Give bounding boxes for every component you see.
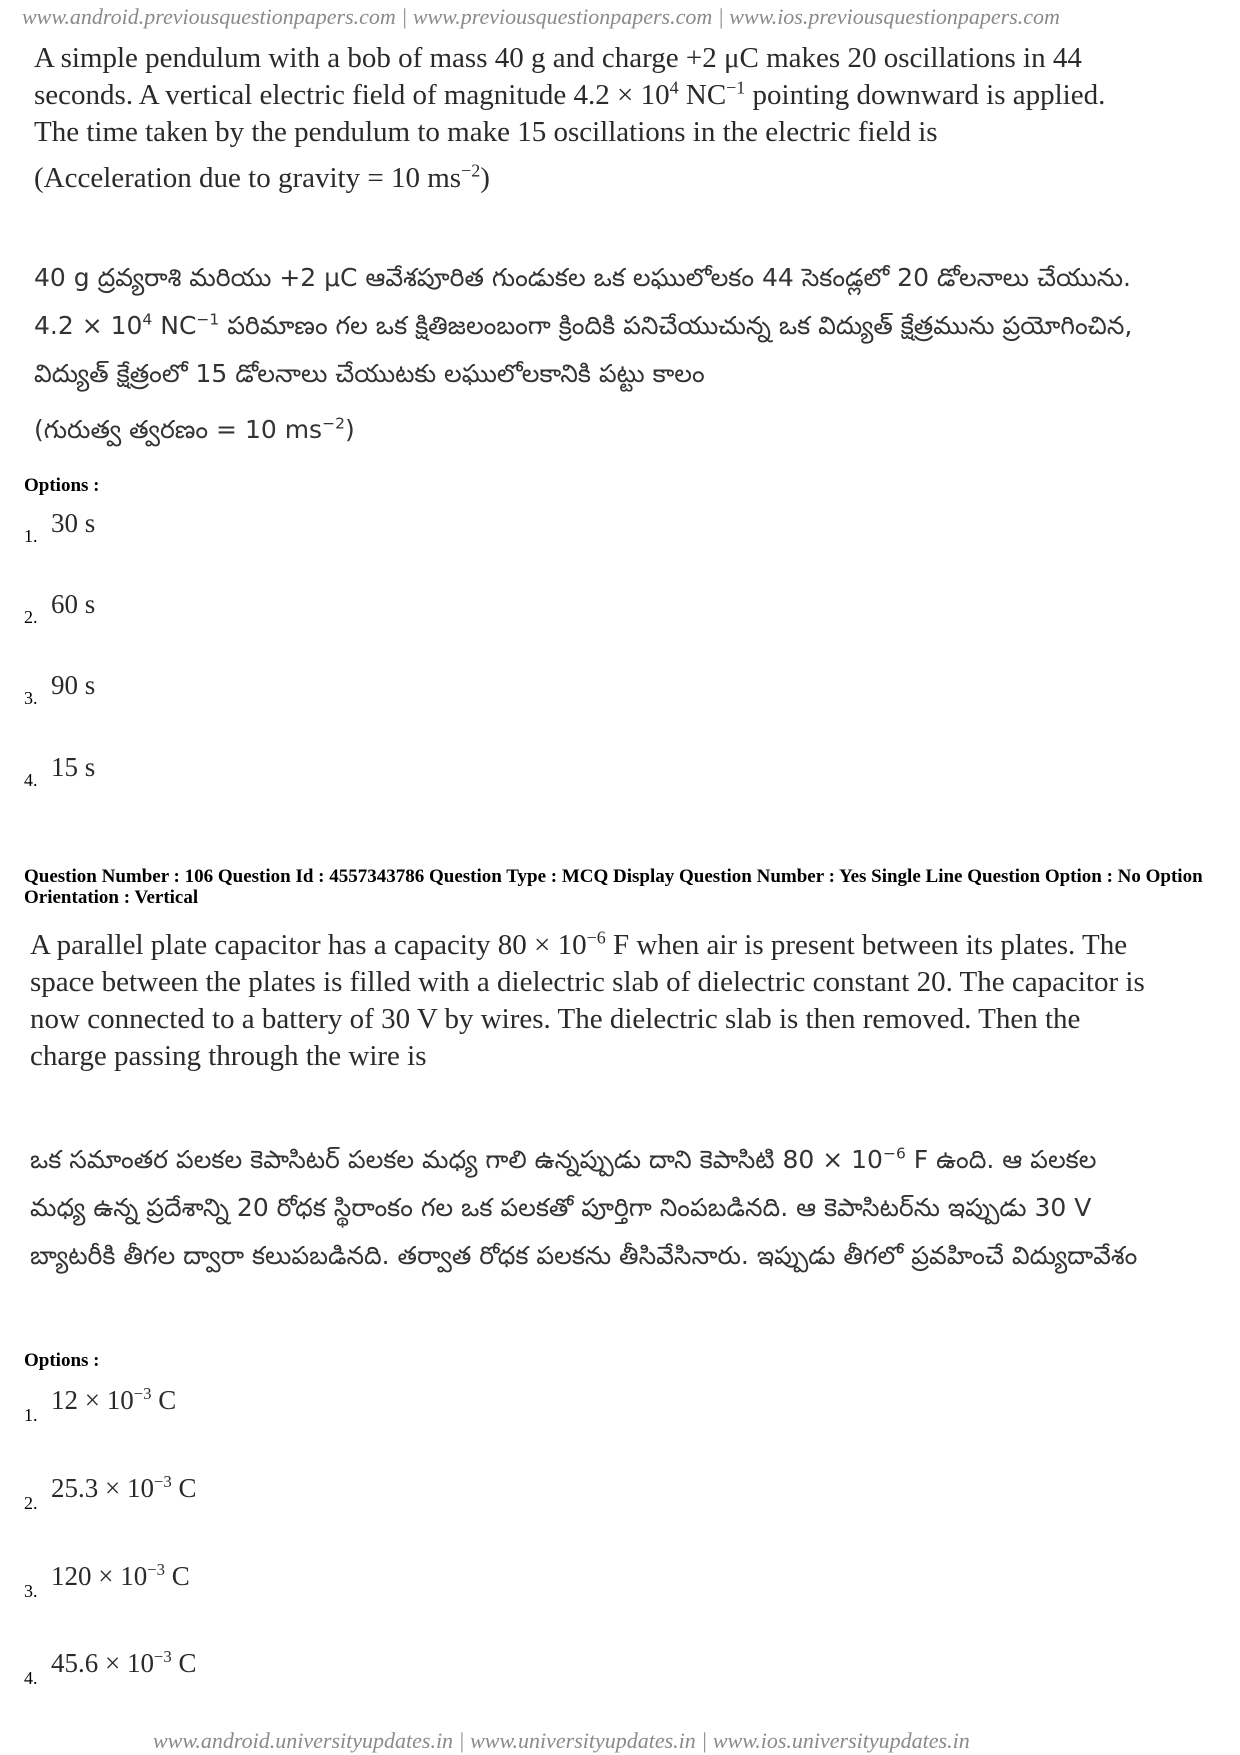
q1-telugu-gravity-note: (గురుత్వ త్వరణం = 10 $ms^{-2}$) (34, 414, 355, 444)
q2-meta: Question Number : 106 Question Id : 4557343786 Question Type : MCQ Display Question Number : Yes Single Line Question Option : No Option Orientation : Vertical (24, 866, 1203, 908)
q1-telugu-text: 40 g ద్రవ్యరాశి మరియు +2 μC ఆవేశపూరిత గుండుకల ఒక లఘులోలకం 44 సెకండ్లలో 20 డోలనాలు చేయును. $4.2 \times 10^4$ $NC^{-1}$ పరిమాణం గల ఒక క్షితిజలంబంగా క్రిందికి పనిచేయుచున్న ఒక విద్యుత్ క్షేత్రమును ప్రయోగించిన, విద్యుత్ క్షేత్రంలో 15 డోలనాలు చేయుటకు లఘులోలకానికి పట్టు కాలం (34, 263, 1133, 388)
option-number: 2. (24, 607, 38, 627)
option-number: 3. (24, 1581, 38, 1601)
option-number: 4. (24, 1668, 38, 1688)
q2-telugu-text: ఒక సమాంతర పలకల కెపాసిటర్ పలకల మధ్య గాలి ఉన్నప్పుడు దాని కెపాసిటి $80 \times 10^{-6}$ F ఉంది. ఆ పలకల మధ్య ఉన్న ప్రదేశాన్ని 20 రోధక స్థిరాంకం గల ఒక పలకతో పూర్తిగా నింపబడినది. ఆ కెపాసిటర్‌ను ఇప్పుడు 30 V బ్యాటరీకి తీగల ద్వారా కలుపబడినది. తర్వాత రోధక పలకను తీసివేసినారు. ఇప్పుడు తీగలో ప్రవహించే విద్యుదావేశం (30, 1144, 1138, 1270)
option-value: 30 s (51, 508, 96, 538)
option-number: 4. (24, 770, 38, 790)
q1-options-label: Options : (24, 475, 100, 496)
option-value: $45.6 \times 10^{-3}$ C (51, 1647, 197, 1678)
option-number: 3. (24, 688, 38, 708)
option-value: $25.3 \times 10^{-3}$ C (51, 1472, 197, 1503)
q2-options-label: Options : (24, 1350, 100, 1371)
option-value: 90 s (51, 670, 96, 700)
option-value: 60 s (51, 589, 96, 619)
header-watermark: www.android.previousquestionpapers.com | www.previousquestionpapers.com | www.ios.previousquestionpapers.com (22, 4, 1060, 29)
q2-english-text: A parallel plate capacitor has a capacity $80 \times 10^{-6}$ F when air is present between its plates. The space between the plates is filled with a dielectric slab of dielectric constant 20. The capacitor is now connected to a battery of 30 V by wires. The dielectric slab is then removed. Then the charge passing through the wire is (30, 927, 1145, 1072)
option-number: 1. (24, 526, 38, 546)
footer-watermark: www.android.universityupdates.in | www.universityupdates.in | www.ios.universityupdates.in (153, 1728, 970, 1753)
option-number: 2. (24, 1493, 38, 1513)
option-number: 1. (24, 1405, 38, 1425)
option-value: $12 \times 10^{-3}$ C (51, 1384, 177, 1415)
q1-english-text: A simple pendulum with a bob of mass 40 g and charge +2 μC makes 20 oscillations in 44 seconds. A vertical electric field of magnitude $4.2 \times 10^4$ $NC^{-1}$ pointing downward is applied. The time taken by the pendulum to make 15 oscillations in the electric field is (34, 42, 1106, 148)
option-value: $120 \times 10^{-3}$ C (51, 1560, 190, 1591)
q1-english-gravity-note: (Acceleration due to gravity = 10 $ms^{-2}$) (34, 160, 490, 194)
option-value: 15 s (51, 752, 96, 782)
